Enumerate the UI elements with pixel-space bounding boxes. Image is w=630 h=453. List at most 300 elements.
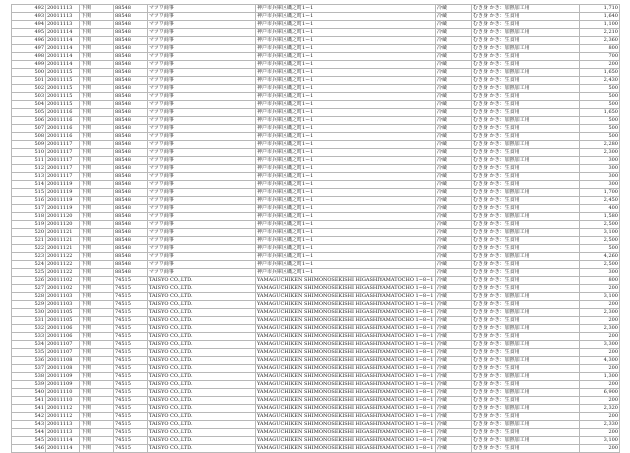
- company-cell: マツワ商事: [148, 77, 256, 85]
- company-cell: マツワ商事: [148, 141, 256, 149]
- port-cell: 下関: [80, 101, 114, 109]
- item-cell: むき身 かき：生食用: [472, 21, 580, 29]
- quantity-cell: 4,260: [580, 253, 620, 261]
- address-cell: YAMAGUCHIKEN SHIMONOSEKISHI HIGASHIYAMATOCHO 1−8−1: [256, 405, 436, 413]
- port-cell: 下関: [80, 61, 114, 69]
- table-row: [12, 429, 620, 437]
- table-row: [12, 405, 620, 413]
- port-cell: 下関: [80, 421, 114, 429]
- item-cell: むき身 かき：生食用: [472, 445, 580, 453]
- row-number-cell: 501: [12, 77, 46, 85]
- storage-cell: 冷蔵: [436, 133, 472, 141]
- row-number-cell: 546: [12, 445, 46, 453]
- quantity-cell: 200: [580, 365, 620, 373]
- address-cell: 神戸市兵庫区磯之町1ー1: [256, 165, 436, 173]
- item-cell: むき身 かき：加熱加工用: [472, 325, 580, 333]
- table-row: [12, 197, 620, 205]
- port-cell: 下関: [80, 45, 114, 53]
- item-cell: むき身 かき：加熱加工用: [472, 309, 580, 317]
- storage-cell: 冷蔵: [436, 205, 472, 213]
- spreadsheet: [11, 4, 619, 453]
- address-cell: 神戸市兵庫区磯之町1ー1: [256, 181, 436, 189]
- table-row: [12, 101, 620, 109]
- address-cell: 神戸市兵庫区磯之町1ー1: [256, 229, 436, 237]
- storage-cell: 冷蔵: [436, 157, 472, 165]
- company-cell: マツワ商事: [148, 45, 256, 53]
- quantity-cell: 500: [580, 101, 620, 109]
- port-cell: 下関: [80, 109, 114, 117]
- table-row: [12, 165, 620, 173]
- table-row: [12, 93, 620, 101]
- port-cell: 下関: [80, 261, 114, 269]
- storage-cell: 冷蔵: [436, 77, 472, 85]
- address-cell: 神戸市兵庫区磯之町1ー1: [256, 29, 436, 37]
- storage-cell: 冷蔵: [436, 381, 472, 389]
- date-cell: 20011117: [46, 157, 80, 165]
- code-cell: 88548: [114, 165, 148, 173]
- storage-cell: 冷蔵: [436, 293, 472, 301]
- code-cell: 74515: [114, 421, 148, 429]
- quantity-cell: 2,430: [580, 77, 620, 85]
- company-cell: マツワ商事: [148, 13, 256, 21]
- row-number-cell: 495: [12, 29, 46, 37]
- item-cell: むき身 かき：生食用: [472, 261, 580, 269]
- address-cell: YAMAGUCHIKEN SHIMONOSEKISHI HIGASHIYAMATOCHO 1−8−1: [256, 413, 436, 421]
- item-cell: むき身 かき：生食用: [472, 301, 580, 309]
- code-cell: 88548: [114, 269, 148, 277]
- company-cell: TAISYO CO.,LTD.: [148, 285, 256, 293]
- item-cell: むき身 かき：加熱加工用: [472, 405, 580, 413]
- storage-cell: 冷蔵: [436, 173, 472, 181]
- code-cell: 74515: [114, 357, 148, 365]
- quantity-cell: 500: [580, 245, 620, 253]
- row-number-cell: 522: [12, 245, 46, 253]
- date-cell: 20011116: [46, 109, 80, 117]
- table-row: [12, 13, 620, 21]
- storage-cell: 冷蔵: [436, 61, 472, 69]
- storage-cell: 冷蔵: [436, 237, 472, 245]
- quantity-cell: 1,100: [580, 21, 620, 29]
- code-cell: 88548: [114, 5, 148, 13]
- address-cell: YAMAGUCHIKEN SHIMONOSEKISHI HIGASHIYAMATOCHO 1−8−1: [256, 293, 436, 301]
- quantity-cell: 2,330: [580, 421, 620, 429]
- address-cell: 神戸市兵庫区磯之町1ー1: [256, 117, 436, 125]
- row-number-cell: 531: [12, 317, 46, 325]
- item-cell: むき身 かき：生食用: [472, 245, 580, 253]
- quantity-cell: 200: [580, 429, 620, 437]
- address-cell: 神戸市兵庫区磯之町1ー1: [256, 173, 436, 181]
- storage-cell: 冷蔵: [436, 413, 472, 421]
- date-cell: 20011114: [46, 29, 80, 37]
- table-row: [12, 133, 620, 141]
- storage-cell: 冷蔵: [436, 285, 472, 293]
- address-cell: YAMAGUCHIKEN SHIMONOSEKISHI HIGASHIYAMATOCHO 1−8−1: [256, 317, 436, 325]
- code-cell: 88548: [114, 261, 148, 269]
- storage-cell: 冷蔵: [436, 445, 472, 453]
- item-cell: むき身 かき：加熱加工用: [472, 373, 580, 381]
- date-cell: 20011106: [46, 333, 80, 341]
- date-cell: 20011107: [46, 341, 80, 349]
- code-cell: 88548: [114, 69, 148, 77]
- code-cell: 74515: [114, 341, 148, 349]
- row-number-cell: 536: [12, 357, 46, 365]
- port-cell: 下関: [80, 325, 114, 333]
- storage-cell: 冷蔵: [436, 373, 472, 381]
- storage-cell: 冷蔵: [436, 29, 472, 37]
- item-cell: むき身 かき：生食用: [472, 333, 580, 341]
- row-number-cell: 514: [12, 181, 46, 189]
- code-cell: 74515: [114, 309, 148, 317]
- table-row: [12, 277, 620, 285]
- company-cell: TAISYO CO.,LTD.: [148, 365, 256, 373]
- row-number-cell: 510: [12, 149, 46, 157]
- code-cell: 88548: [114, 221, 148, 229]
- row-number-cell: 511: [12, 157, 46, 165]
- table-row: [12, 285, 620, 293]
- item-cell: むき身 かき：生食用: [472, 125, 580, 133]
- storage-cell: 冷蔵: [436, 93, 472, 101]
- table-row: [12, 389, 620, 397]
- storage-cell: 冷蔵: [436, 5, 472, 13]
- port-cell: 下関: [80, 445, 114, 453]
- company-cell: TAISYO CO.,LTD.: [148, 293, 256, 301]
- address-cell: 神戸市兵庫区磯之町1ー1: [256, 269, 436, 277]
- company-cell: TAISYO CO.,LTD.: [148, 437, 256, 445]
- row-number-cell: 541: [12, 405, 46, 413]
- storage-cell: 冷蔵: [436, 45, 472, 53]
- quantity-cell: 6,900: [580, 389, 620, 397]
- row-number-cell: 493: [12, 13, 46, 21]
- code-cell: 74515: [114, 349, 148, 357]
- quantity-cell: 800: [580, 45, 620, 53]
- company-cell: TAISYO CO.,LTD.: [148, 309, 256, 317]
- table-row: [12, 21, 620, 29]
- item-cell: むき身 かき：加熱加工用: [472, 229, 580, 237]
- storage-cell: 冷蔵: [436, 357, 472, 365]
- row-number-cell: 540: [12, 389, 46, 397]
- row-number-cell: 497: [12, 45, 46, 53]
- quantity-cell: 3,300: [580, 341, 620, 349]
- row-number-cell: 530: [12, 309, 46, 317]
- quantity-cell: 3,100: [580, 293, 620, 301]
- quantity-cell: 2,500: [580, 237, 620, 245]
- address-cell: 神戸市兵庫区磯之町1ー1: [256, 37, 436, 45]
- table-row: [12, 61, 620, 69]
- port-cell: 下関: [80, 125, 114, 133]
- item-cell: むき身 かき：加熱加工用: [472, 85, 580, 93]
- code-cell: 74515: [114, 397, 148, 405]
- port-cell: 下関: [80, 317, 114, 325]
- date-cell: 20011102: [46, 277, 80, 285]
- company-cell: マツワ商事: [148, 269, 256, 277]
- date-cell: 20011120: [46, 221, 80, 229]
- row-number-cell: 516: [12, 197, 46, 205]
- code-cell: 74515: [114, 445, 148, 453]
- storage-cell: 冷蔵: [436, 301, 472, 309]
- storage-cell: 冷蔵: [436, 261, 472, 269]
- address-cell: 神戸市兵庫区磯之町1ー1: [256, 125, 436, 133]
- date-cell: 20011117: [46, 149, 80, 157]
- date-cell: 20011121: [46, 245, 80, 253]
- address-cell: 神戸市兵庫区磯之町1ー1: [256, 197, 436, 205]
- date-cell: 20011110: [46, 397, 80, 405]
- storage-cell: 冷蔵: [436, 165, 472, 173]
- storage-cell: 冷蔵: [436, 397, 472, 405]
- address-cell: YAMAGUCHIKEN SHIMONOSEKISHI HIGASHIYAMATOCHO 1−8−1: [256, 437, 436, 445]
- port-cell: 下関: [80, 245, 114, 253]
- storage-cell: 冷蔵: [436, 437, 472, 445]
- quantity-cell: 4,300: [580, 357, 620, 365]
- item-cell: むき身 かき：加熱加工用: [472, 5, 580, 13]
- storage-cell: 冷蔵: [436, 229, 472, 237]
- item-cell: むき身 かき：生食用: [472, 149, 580, 157]
- code-cell: 88548: [114, 37, 148, 45]
- port-cell: 下関: [80, 117, 114, 125]
- address-cell: YAMAGUCHIKEN SHIMONOSEKISHI HIGASHIYAMATOCHO 1−8−1: [256, 389, 436, 397]
- quantity-cell: 1,580: [580, 213, 620, 221]
- date-cell: 20011114: [46, 61, 80, 69]
- date-cell: 20011110: [46, 389, 80, 397]
- quantity-cell: 200: [580, 381, 620, 389]
- code-cell: 88548: [114, 21, 148, 29]
- quantity-cell: 2,300: [580, 325, 620, 333]
- quantity-cell: 500: [580, 85, 620, 93]
- port-cell: 下関: [80, 133, 114, 141]
- company-cell: TAISYO CO.,LTD.: [148, 357, 256, 365]
- storage-cell: 冷蔵: [436, 117, 472, 125]
- row-number-cell: 506: [12, 117, 46, 125]
- quantity-cell: 3,100: [580, 229, 620, 237]
- company-cell: TAISYO CO.,LTD.: [148, 397, 256, 405]
- quantity-cell: 1,300: [580, 373, 620, 381]
- storage-cell: 冷蔵: [436, 189, 472, 197]
- storage-cell: 冷蔵: [436, 405, 472, 413]
- row-number-cell: 504: [12, 101, 46, 109]
- code-cell: 88548: [114, 253, 148, 261]
- code-cell: 74515: [114, 413, 148, 421]
- row-number-cell: 533: [12, 333, 46, 341]
- code-cell: 74515: [114, 365, 148, 373]
- address-cell: YAMAGUCHIKEN SHIMONOSEKISHI HIGASHIYAMATOCHO 1−8−1: [256, 333, 436, 341]
- row-number-cell: 502: [12, 85, 46, 93]
- storage-cell: 冷蔵: [436, 341, 472, 349]
- date-cell: 20011105: [46, 309, 80, 317]
- code-cell: 88548: [114, 45, 148, 53]
- company-cell: マツワ商事: [148, 125, 256, 133]
- row-number-cell: 512: [12, 165, 46, 173]
- row-number-cell: 508: [12, 133, 46, 141]
- quantity-cell: 1,710: [580, 5, 620, 13]
- code-cell: 88548: [114, 237, 148, 245]
- table-row: [12, 269, 620, 277]
- code-cell: 74515: [114, 301, 148, 309]
- quantity-cell: 2,280: [580, 141, 620, 149]
- port-cell: 下関: [80, 269, 114, 277]
- item-cell: むき身 かき：加熱加工用: [472, 437, 580, 445]
- port-cell: 下関: [80, 173, 114, 181]
- port-cell: 下関: [80, 37, 114, 45]
- code-cell: 88548: [114, 141, 148, 149]
- storage-cell: 冷蔵: [436, 125, 472, 133]
- storage-cell: 冷蔵: [436, 197, 472, 205]
- quantity-cell: 2,210: [580, 29, 620, 37]
- port-cell: 下関: [80, 333, 114, 341]
- table-row: [12, 141, 620, 149]
- quantity-cell: 400: [580, 205, 620, 213]
- row-number-cell: 534: [12, 341, 46, 349]
- storage-cell: 冷蔵: [436, 325, 472, 333]
- date-cell: 20011120: [46, 213, 80, 221]
- port-cell: 下関: [80, 301, 114, 309]
- row-number-cell: 532: [12, 325, 46, 333]
- storage-cell: 冷蔵: [436, 181, 472, 189]
- date-cell: 20011114: [46, 53, 80, 61]
- company-cell: マツワ商事: [148, 261, 256, 269]
- storage-cell: 冷蔵: [436, 277, 472, 285]
- code-cell: 88548: [114, 157, 148, 165]
- row-number-cell: 520: [12, 229, 46, 237]
- date-cell: 20011115: [46, 85, 80, 93]
- date-cell: 20011116: [46, 125, 80, 133]
- company-cell: マツワ商事: [148, 69, 256, 77]
- date-cell: 20011114: [46, 445, 80, 453]
- item-cell: むき身 かき：生食用: [472, 365, 580, 373]
- date-cell: 20011117: [46, 141, 80, 149]
- storage-cell: 冷蔵: [436, 317, 472, 325]
- item-cell: むき身 かき：加熱加工用: [472, 253, 580, 261]
- company-cell: TAISYO CO.,LTD.: [148, 389, 256, 397]
- port-cell: 下関: [80, 309, 114, 317]
- table-row: [12, 109, 620, 117]
- date-cell: 20011113: [46, 5, 80, 13]
- company-cell: TAISYO CO.,LTD.: [148, 341, 256, 349]
- code-cell: 88548: [114, 125, 148, 133]
- company-cell: マツワ商事: [148, 133, 256, 141]
- item-cell: むき身 かき：加熱加工用: [472, 117, 580, 125]
- address-cell: YAMAGUCHIKEN SHIMONOSEKISHI HIGASHIYAMATOCHO 1−8−1: [256, 421, 436, 429]
- row-number-cell: 521: [12, 237, 46, 245]
- company-cell: マツワ商事: [148, 5, 256, 13]
- code-cell: 74515: [114, 325, 148, 333]
- address-cell: YAMAGUCHIKEN SHIMONOSEKISHI HIGASHIYAMATOCHO 1−8−1: [256, 445, 436, 453]
- company-cell: TAISYO CO.,LTD.: [148, 413, 256, 421]
- date-cell: 20011113: [46, 21, 80, 29]
- code-cell: 74515: [114, 373, 148, 381]
- quantity-cell: 300: [580, 157, 620, 165]
- item-cell: むき身 かき：生食用: [472, 93, 580, 101]
- address-cell: YAMAGUCHIKEN SHIMONOSEKISHI HIGASHIYAMATOCHO 1−8−1: [256, 397, 436, 405]
- storage-cell: 冷蔵: [436, 245, 472, 253]
- code-cell: 74515: [114, 333, 148, 341]
- storage-cell: 冷蔵: [436, 21, 472, 29]
- port-cell: 下関: [80, 365, 114, 373]
- code-cell: 88548: [114, 117, 148, 125]
- address-cell: 神戸市兵庫区磯之町1ー1: [256, 213, 436, 221]
- quantity-cell: 3,100: [580, 437, 620, 445]
- row-number-cell: 494: [12, 21, 46, 29]
- port-cell: 下関: [80, 77, 114, 85]
- port-cell: 下関: [80, 205, 114, 213]
- address-cell: YAMAGUCHIKEN SHIMONOSEKISHI HIGASHIYAMATOCHO 1−8−1: [256, 301, 436, 309]
- item-cell: むき身 かき：生食用: [472, 77, 580, 85]
- code-cell: 88548: [114, 53, 148, 61]
- item-cell: むき身 かき：加熱加工用: [472, 157, 580, 165]
- table-row: [12, 29, 620, 37]
- data-table: [11, 4, 620, 453]
- table-row: [12, 413, 620, 421]
- address-cell: 神戸市兵庫区磯之町1ー1: [256, 13, 436, 21]
- port-cell: 下関: [80, 381, 114, 389]
- quantity-cell: 2,320: [580, 405, 620, 413]
- row-number-cell: 525: [12, 269, 46, 277]
- table-row: [12, 237, 620, 245]
- date-cell: 20011109: [46, 381, 80, 389]
- code-cell: 74515: [114, 293, 148, 301]
- table-row: [12, 245, 620, 253]
- table-row: [12, 381, 620, 389]
- port-cell: 下関: [80, 21, 114, 29]
- port-cell: 下関: [80, 389, 114, 397]
- quantity-cell: 1,650: [580, 69, 620, 77]
- row-number-cell: 496: [12, 37, 46, 45]
- company-cell: マツワ商事: [148, 117, 256, 125]
- address-cell: 神戸市兵庫区磯之町1ー1: [256, 61, 436, 69]
- storage-cell: 冷蔵: [436, 349, 472, 357]
- storage-cell: 冷蔵: [436, 309, 472, 317]
- storage-cell: 冷蔵: [436, 53, 472, 61]
- code-cell: 88548: [114, 213, 148, 221]
- storage-cell: 冷蔵: [436, 333, 472, 341]
- port-cell: 下関: [80, 357, 114, 365]
- address-cell: 神戸市兵庫区磯之町1ー1: [256, 101, 436, 109]
- quantity-cell: 2,500: [580, 261, 620, 269]
- row-number-cell: 542: [12, 413, 46, 421]
- company-cell: TAISYO CO.,LTD.: [148, 277, 256, 285]
- item-cell: むき身 かき：生食用: [472, 205, 580, 213]
- item-cell: むき身 かき：生食用: [472, 317, 580, 325]
- date-cell: 20011108: [46, 357, 80, 365]
- row-number-cell: 515: [12, 189, 46, 197]
- item-cell: むき身 かき：加熱加工用: [472, 357, 580, 365]
- port-cell: 下関: [80, 413, 114, 421]
- address-cell: 神戸市兵庫区磯之町1ー1: [256, 109, 436, 117]
- row-number-cell: 500: [12, 69, 46, 77]
- item-cell: むき身 かき：生食用: [472, 429, 580, 437]
- quantity-cell: 200: [580, 397, 620, 405]
- table-row: [12, 37, 620, 45]
- port-cell: 下関: [80, 69, 114, 77]
- item-cell: むき身 かき：生食用: [472, 173, 580, 181]
- quantity-cell: 2,450: [580, 197, 620, 205]
- date-cell: 20011102: [46, 285, 80, 293]
- item-cell: むき身 かき：生食用: [472, 101, 580, 109]
- table-row: [12, 365, 620, 373]
- port-cell: 下関: [80, 181, 114, 189]
- company-cell: TAISYO CO.,LTD.: [148, 405, 256, 413]
- quantity-cell: 200: [580, 301, 620, 309]
- address-cell: 神戸市兵庫区磯之町1ー1: [256, 77, 436, 85]
- address-cell: 神戸市兵庫区磯之町1ー1: [256, 221, 436, 229]
- item-cell: むき身 かき：加熱加工用: [472, 29, 580, 37]
- storage-cell: 冷蔵: [436, 221, 472, 229]
- quantity-cell: 2,300: [580, 309, 620, 317]
- company-cell: TAISYO CO.,LTD.: [148, 373, 256, 381]
- company-cell: マツワ商事: [148, 213, 256, 221]
- table-row: [12, 301, 620, 309]
- address-cell: 神戸市兵庫区磯之町1ー1: [256, 21, 436, 29]
- storage-cell: 冷蔵: [436, 429, 472, 437]
- port-cell: 下関: [80, 405, 114, 413]
